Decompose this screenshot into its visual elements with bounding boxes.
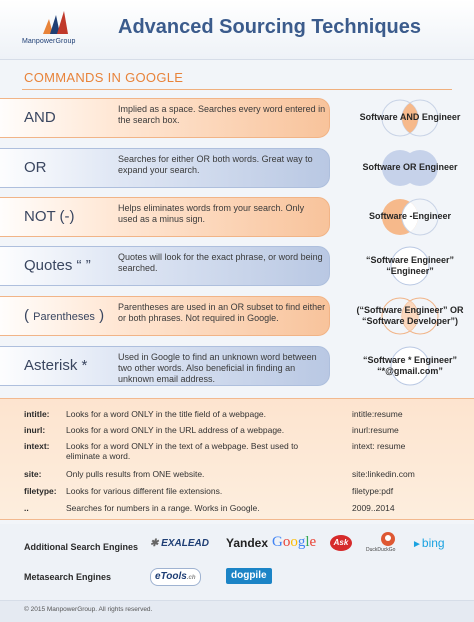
exalead-text: EXALEAD	[161, 538, 209, 549]
logo-mark-icon	[40, 10, 70, 36]
operator-example: 2009..2014	[352, 503, 395, 513]
venn-label: “Engineer”	[386, 266, 434, 276]
copyright-text: © 2015 ManpowerGroup. All rights reserved.	[24, 606, 153, 613]
yandex-text: Yandex	[226, 536, 269, 550]
google-letter: o	[282, 534, 291, 550]
venn-quotes	[352, 246, 468, 286]
command-name: AND	[24, 109, 56, 126]
google-logo[interactable]	[272, 534, 316, 550]
venn-label: Software OR Engineer	[362, 162, 458, 172]
operator-description: Searches for numbers in a range. Works in Google.	[66, 503, 260, 513]
command-name: Asterisk *	[24, 357, 88, 374]
operator-example: intitle:resume	[352, 409, 403, 419]
operator-example: filetype:pdf	[352, 486, 394, 496]
operators-table	[0, 398, 474, 520]
operator-key: ..	[24, 503, 29, 513]
command-description: Helps eliminates words from your search. Only used as a minus sign.	[118, 203, 305, 224]
google-letter: e	[309, 534, 317, 550]
command-description: Implied as a space. Searches every word entered in the search box.	[118, 104, 326, 125]
operator-key: intitle:	[24, 409, 50, 419]
bing-text: bing	[421, 536, 445, 550]
venn-and	[352, 98, 468, 138]
operator-key: intext:	[24, 441, 50, 451]
footer	[0, 600, 474, 622]
operator-description: Looks for various different file extensions.	[66, 486, 223, 496]
command-name: OR	[24, 159, 47, 176]
header	[0, 0, 474, 60]
paren-close: )	[99, 307, 105, 324]
operator-description: Looks for a word ONLY in the URL address of a webpage.	[66, 425, 285, 435]
bing-logo[interactable]	[412, 536, 445, 552]
duckduckgo-logo[interactable]	[366, 532, 410, 554]
command-row-parentheses	[0, 296, 474, 336]
command-row-not	[0, 197, 474, 237]
venn-label: “Software Developer”)	[361, 316, 459, 326]
dogpile-logo[interactable]	[226, 568, 272, 584]
command-name: NOT (-)	[24, 208, 75, 225]
etools-logo[interactable]	[150, 568, 201, 586]
command-row-quotes	[0, 246, 474, 286]
heading-divider	[22, 89, 452, 90]
command-row-and	[0, 98, 474, 138]
google-letter: o	[290, 534, 298, 550]
yandex-logo[interactable]	[226, 536, 268, 552]
operator-description: Looks for a word ONLY in the text of a webpage. Best used to eliminate a word.	[66, 441, 299, 461]
command-name: Quotes “ ”	[24, 257, 91, 274]
operator-key: filetype:	[24, 486, 57, 496]
etools-suffix: .ch	[186, 575, 196, 581]
venn-label: Software -Engineer	[368, 211, 451, 221]
venn-asterisk	[352, 346, 468, 386]
manpowergroup-logo	[22, 10, 90, 50]
paren-word: Parentheses	[33, 311, 95, 323]
etools-text: eTools	[155, 571, 187, 582]
venn-not	[352, 197, 468, 237]
venn-label: (“Software Engineer” OR	[356, 305, 464, 315]
command-description: Searches for either OR both words. Great way to expand your search.	[118, 154, 313, 175]
command-description: Parentheses are used in an OR subset to find either or both phrases. Not required in Google.	[118, 302, 326, 323]
operator-example: site:linkedin.com	[352, 469, 415, 479]
command-row-or	[0, 148, 474, 188]
page-title: Advanced Sourcing Techniques	[118, 16, 422, 38]
bing-mark-icon: ►	[412, 539, 422, 550]
venn-parentheses	[352, 296, 468, 336]
command-description: Used in Google to find an unknown word between two other words. Also beneficial in finding an unknown email address.	[118, 352, 317, 384]
command-name	[24, 307, 104, 324]
paren-open: (	[24, 307, 29, 324]
venn-label: “Software * Engineer”	[362, 355, 458, 365]
venn-label: “*@gmail.com”	[377, 366, 443, 376]
command-description: Quotes will look for the exact phrase, or word being searched.	[118, 252, 323, 273]
exalead-mark-icon: ✱	[150, 538, 159, 549]
venn-or	[352, 148, 468, 188]
duck-icon	[381, 532, 395, 546]
operator-description: Looks for a word ONLY in the title field of a webpage.	[66, 409, 267, 419]
metasearch-engines-label: Metasearch Engines	[24, 572, 112, 582]
operator-example: inurl:resume	[352, 425, 399, 435]
additional-engines-label: Additional Search Engines	[24, 542, 139, 552]
venn-label: Software AND Engineer	[359, 112, 461, 122]
section-heading: COMMANDS IN GOOGLE	[24, 70, 184, 85]
logo-text: ManpowerGroup	[22, 38, 76, 45]
venn-label: “Software Engineer”	[365, 255, 455, 265]
command-row-asterisk	[0, 346, 474, 386]
google-letter: G	[272, 534, 283, 550]
ask-logo[interactable]	[330, 535, 352, 551]
google-letter: l	[305, 534, 310, 550]
operator-example: intext: resume	[352, 441, 406, 451]
operator-key: site:	[24, 469, 42, 479]
dogpile-text: dogpile	[231, 570, 267, 581]
search-engines-section	[0, 524, 474, 600]
exalead-logo[interactable]	[150, 538, 209, 554]
operator-key: inurl:	[24, 425, 46, 435]
google-letter: g	[297, 534, 306, 550]
duckduckgo-text: DuckDuckGo	[366, 547, 396, 553]
operator-description: Only pulls results from ONE website.	[66, 469, 205, 479]
ask-text: Ask	[333, 538, 349, 547]
